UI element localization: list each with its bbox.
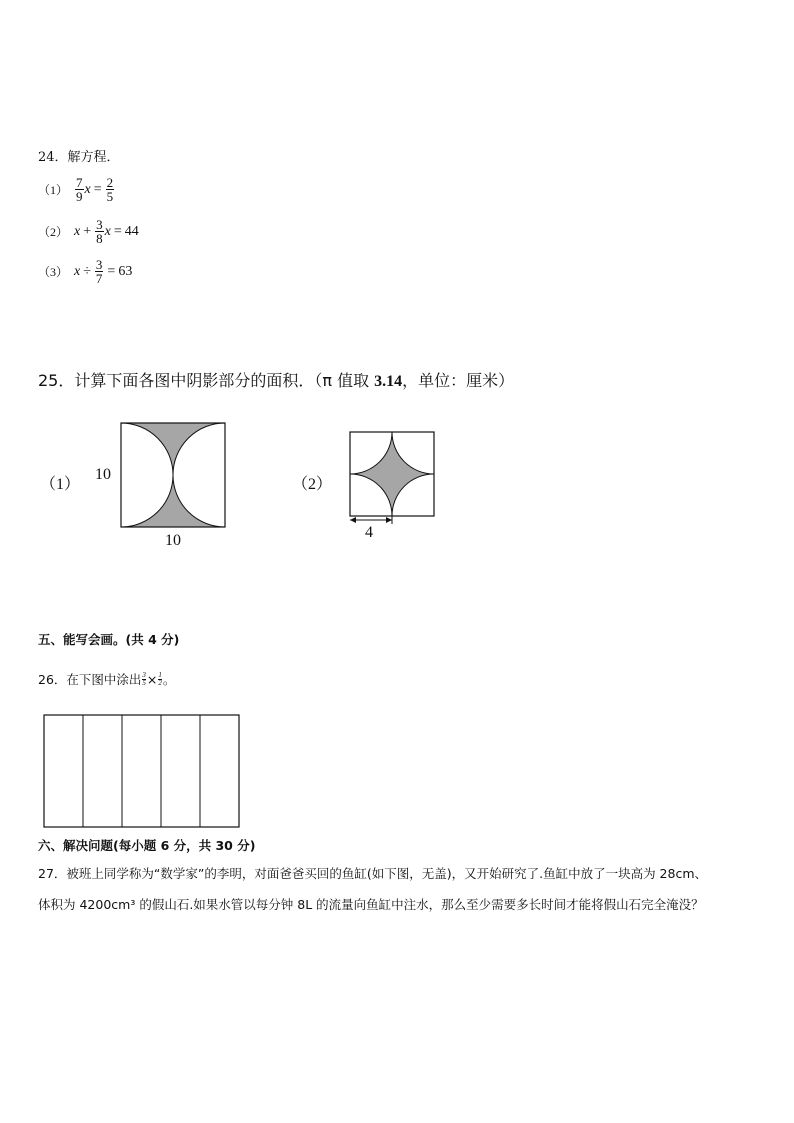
eq2-plus: +: [83, 223, 92, 239]
eq3-fraction: [95, 258, 104, 285]
fig1-bottom-label: 10: [165, 532, 181, 549]
eq2-numerator: 3: [96, 217, 103, 232]
eq3-equals: =: [107, 263, 116, 279]
eq2-variable-1: x: [74, 223, 81, 239]
eq3-number: （3）: [38, 265, 69, 279]
q24-equation-3: [38, 258, 132, 285]
eq2-fraction: [95, 218, 104, 245]
eq1-b-numerator: 2: [106, 175, 114, 190]
eq1-b-denominator: 5: [106, 189, 114, 204]
q24-title: 24．解方程．: [38, 150, 120, 165]
q26-grid-border: [44, 715, 239, 827]
eq3-divide: ÷: [83, 263, 91, 279]
fig2-label: （2）: [292, 476, 333, 493]
q26-text-post: 。: [162, 672, 176, 687]
eq1-variable: x: [84, 181, 91, 197]
q26-f2-denominator: 2: [158, 678, 162, 687]
fig1-shaded-figure: [118, 420, 230, 532]
eq3-rhs: 63: [118, 263, 133, 279]
q26-text: [38, 670, 175, 688]
fig2-dimension-label: 4: [365, 524, 373, 541]
fig1-label: （1）: [40, 476, 81, 493]
fig2-arrow-right: [386, 517, 392, 523]
eq1-equals: =: [93, 181, 102, 197]
section6-title: 六、解决问题(每小题 6 分，共 30 分): [38, 838, 256, 853]
q25-pi-value: 3.14: [374, 373, 403, 390]
q26-f1-denominator: 5: [142, 678, 146, 687]
eq1-fraction-b: [106, 176, 115, 203]
q25-title-text: 25．计算下面各图中阴影部分的面积．（π 值取: [38, 371, 375, 390]
eq3-denominator: 7: [95, 271, 103, 286]
q26-fraction-1: [142, 672, 146, 687]
eq1-a-denominator: 9: [76, 189, 83, 204]
eq3-numerator: 3: [95, 257, 103, 272]
q26-text-pre: 26．在下图中涂出: [38, 672, 142, 687]
fig1-side-label: 10: [95, 466, 111, 483]
eq2-rhs: 44: [124, 223, 139, 239]
q26-fraction-2: [158, 672, 162, 687]
q26-grid[interactable]: [43, 714, 242, 830]
fig2-shaded-figure: [348, 430, 440, 538]
fig2-shaded-star: [350, 432, 434, 516]
eq2-equals: =: [113, 223, 122, 239]
q26-times: ×: [146, 671, 158, 687]
eq2-denominator: 8: [96, 231, 103, 246]
q24-equation-1: [38, 176, 115, 203]
q26-f1-numerator: 3: [142, 670, 146, 679]
eq3-variable: x: [74, 263, 81, 279]
eq2-variable-2: x: [104, 223, 111, 239]
q25-title-unit: ，单位：厘米）: [402, 371, 515, 390]
q26-f2-numerator: 1: [158, 670, 162, 679]
eq1-number: （1）: [38, 183, 69, 197]
q27-line-1: 27．被班上同学称为“数学家”的李明，对面爸爸买回的鱼缸(如下图，无盖)，又开始研究了.鱼缸中放了一块高为 28cm、: [38, 866, 708, 881]
q27-line-2: 体积为 4200cm³ 的假山石.如果水管以每分钟 8L 的流量向鱼缸中注水，那么至少需要多长时间才能将假山石完全淹没？: [38, 897, 704, 912]
eq1-fraction-a: [75, 176, 84, 203]
q25-title: [38, 368, 514, 391]
section5-title: 五、能写会画。(共 4 分): [38, 632, 180, 647]
eq2-number: （2）: [38, 225, 69, 239]
q24-equation-2: [38, 218, 139, 245]
fig2-arrow-left: [350, 517, 356, 523]
eq1-a-numerator: 7: [76, 175, 83, 190]
